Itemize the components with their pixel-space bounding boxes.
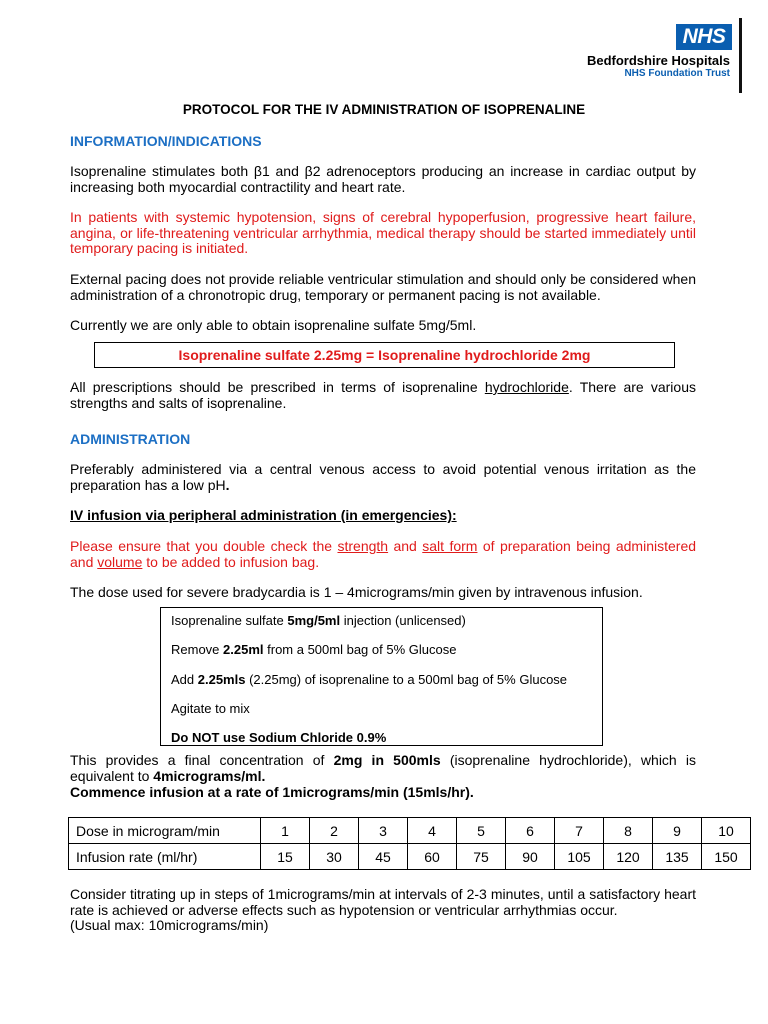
table-row-label: Dose in microgram/min [69,818,261,844]
table-cell: 4 [408,818,457,844]
table-cell: 9 [653,818,702,844]
table-row [69,844,751,870]
nhs-logo: NHS [676,24,732,50]
table-row [69,818,751,844]
table-cell: 15 [261,844,310,870]
org-name: Bedfordshire Hospitals [586,53,730,68]
page-title: PROTOCOL FOR THE IV ADMINISTRATION OF ISOPRENALINE [182,102,586,117]
org-subtitle: NHS Foundation Trust [624,68,730,79]
paragraph-prescriptions: All prescriptions should be prescribed in terms of isoprenaline hydrochloride. There are various strengths and salts of isoprenaline. [70,379,696,411]
section-heading-administration: ADMINISTRATION [70,431,191,447]
prep-step-1: Isoprenaline sulfate 5mg/5ml injection (unlicensed) [171,613,466,628]
table-cell: 7 [555,818,604,844]
table-cell: 105 [555,844,604,870]
paragraph-warning: In patients with systemic hypotension, signs of cerebral hypoperfusion, progressive heart failure, angina, or life-threatening ventricular arrhythmia, medical therapy should be started immediately until temporary pacing is initiated. [70,209,696,256]
prep-warning: Do NOT use Sodium Chloride 0.9% [171,730,387,745]
dose-table [68,817,751,870]
paragraph-titration: Consider titrating up in steps of 1micrograms/min at intervals of 2-3 minutes, until a satisfactory heart rate is achieved or adverse effects such as hypotension or ventricular arrhythmias occur. [70,886,696,918]
table-cell: 60 [408,844,457,870]
paragraph-pacing: External pacing does not provide reliable ventricular stimulation and should only be considered when administration of a chronotropic drug, temporary or permanent pacing is not available. [70,271,696,303]
paragraph-double-check: Please ensure that you double check the strength and salt form of preparation being administered and volume to be added to infusion bag. [70,538,697,570]
table-cell: 1 [261,818,310,844]
table-row-label: Infusion rate (ml/hr) [69,844,261,870]
table-cell: 45 [359,844,408,870]
table-cell: 2 [310,818,359,844]
header-divider [739,18,742,93]
paragraph-commence: Commence infusion at a rate of 1micrograms/min (15mls/hr). [70,784,474,800]
table-cell: 3 [359,818,408,844]
table-cell: 150 [702,844,751,870]
paragraph-mechanism: Isoprenaline stimulates both β1 and β2 adrenoceptors producing an increase in cardiac output by increasing both myocardial contractility and heart rate. [70,163,696,195]
table-cell: 75 [457,844,506,870]
paragraph-availability: Currently we are only able to obtain isoprenaline sulfate 5mg/5ml. [70,317,477,333]
prep-step-2: Remove 2.25ml from a 500ml bag of 5% Glucose [171,642,457,657]
section-heading-information: INFORMATION/INDICATIONS [70,133,262,149]
paragraph-dose: The dose used for severe bradycardia is 1 – 4micrograms/min given by intravenous infusion. [70,584,643,600]
equivalence-box: Isoprenaline sulfate 2.25mg = Isoprenaline hydrochloride 2mg [94,342,675,368]
table-cell: 5 [457,818,506,844]
table-cell: 10 [702,818,751,844]
table-cell: 120 [604,844,653,870]
paragraph-central-access: Preferably administered via a central venous access to avoid potential venous irritation as the preparation has a low pH. [70,461,696,493]
preparation-box [160,607,603,746]
table-cell: 90 [506,844,555,870]
table-cell: 135 [653,844,702,870]
paragraph-concentration: This provides a final concentration of 2mg in 500mls (isoprenaline hydrochloride), which is equivalent to 4micrograms/ml. [70,752,696,784]
paragraph-usual-max: (Usual max: 10micrograms/min) [70,917,269,933]
prep-step-3: Add 2.25mls (2.25mg) of isoprenaline to a 500ml bag of 5% Glucose [171,672,568,687]
table-cell: 8 [604,818,653,844]
prep-step-4: Agitate to mix [171,701,250,716]
subheading-peripheral: IV infusion via peripheral administration (in emergencies): [70,507,457,523]
table-cell: 30 [310,844,359,870]
table-cell: 6 [506,818,555,844]
